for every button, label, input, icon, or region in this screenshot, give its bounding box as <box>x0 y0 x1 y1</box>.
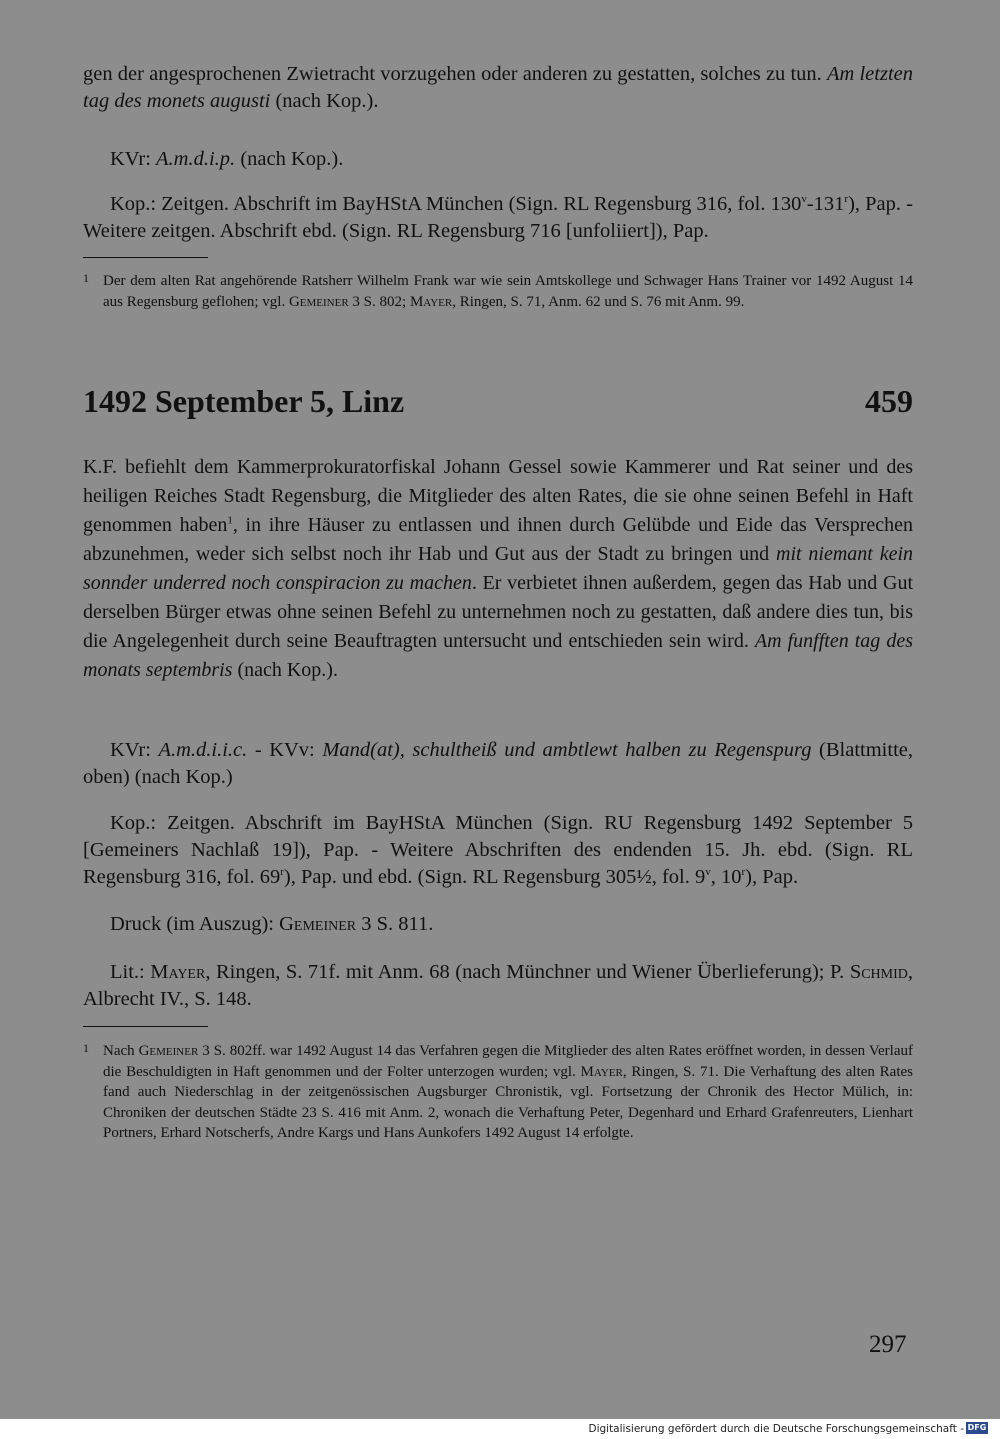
lit-note <box>83 959 913 1013</box>
text-run: , Ringen, S. 71f. mit Anm. 68 (nach Münchner und Wiener Überlieferung); P. <box>205 961 850 983</box>
author-name: Schmid <box>849 961 908 983</box>
dfg-logo-icon: DFG <box>967 1423 987 1432</box>
italic-quote: A.m.d.i.p. <box>156 148 236 170</box>
text-run: Druck (im Auszug): <box>110 913 280 935</box>
text-run: K.F. befiehlt dem Kammerprokuratorfiskal Johann Gessel sowie Kammerer und Rat seiner und des heiligen Reiches Stadt Regensburg, die Mitglieder des alten Rates, die sie ohne seinen Befehl in Haft genommen haben <box>83 456 913 536</box>
text-run: (nach Kop.). <box>270 90 379 112</box>
footnote-text <box>83 1041 913 1144</box>
author-name: Gemeiner <box>288 293 349 310</box>
superscript: r <box>741 866 746 879</box>
text-run: , 10 <box>710 866 742 888</box>
superscript: v <box>705 866 711 879</box>
italic-quote: Am letzten tag des monets augusti <box>83 63 913 112</box>
text-run: (nach Kop.). <box>232 659 338 681</box>
text-run: Nach <box>103 1043 139 1059</box>
italic-quote: mit niemant kein sonnder underred noch conspiracion zu machen <box>83 543 913 594</box>
text-run: (Blattmitte, oben) (nach Kop.) <box>83 739 913 788</box>
footnote-separator <box>83 1026 208 1027</box>
superscript: r <box>280 866 284 879</box>
footnote-text <box>83 271 913 312</box>
entry-summary <box>83 453 913 685</box>
text-run: Kop.: Zeitgen. Abschrift im BayHStA München (Sign. RU Regensburg 1492 September 5 [Gemeiners Nachlaß 19]), Pap. - Weitere Abschriften des endenden 15. Jh. ebd. (Sign. RL Regensburg 316, fol. 69 <box>83 812 913 888</box>
druck-note <box>83 911 913 938</box>
entry-number: 459 <box>865 383 913 419</box>
footnote <box>83 271 913 312</box>
author-name: Mayer <box>409 293 453 310</box>
author-name: Gemeiner <box>279 913 357 935</box>
text-run: , Ringen, S. 71, Anm. 62 und S. 76 mit Anm. 99. <box>452 293 745 310</box>
superscript: r <box>844 193 849 206</box>
footnote-separator <box>83 257 208 258</box>
footnote-mark: 1 <box>83 271 89 285</box>
text-run: KVr: <box>110 148 157 170</box>
kvr-note <box>83 146 913 173</box>
text-run: 3 S. 811. <box>356 913 434 935</box>
author-name: Gemeiner <box>138 1043 199 1059</box>
footnote-ref: 1 <box>227 514 233 527</box>
italic-quote: Mand(at), schultheiß und ambtlewt halben zu Regenspurg <box>322 739 812 761</box>
text-run: gen der angesprochenen Zwietracht vorzugehen oder anderen zu gestatten, solches zu tun. <box>83 63 827 85</box>
kop-note <box>83 810 913 891</box>
page-number: 297 <box>869 1331 907 1358</box>
text-run: Kop.: Zeitgen. Abschrift im BayHStA München (Sign. RL Regensburg 316, fol. 130 <box>110 193 802 215</box>
italic-quote: A.m.d.i.i.c. <box>158 739 248 761</box>
italic-quote: Am funfften tag des monats septembris <box>83 630 913 681</box>
author-name: Mayer <box>150 961 206 983</box>
text-run: ), Pap. - Weitere zeitgen. Abschrift ebd. (Sign. RL Regensburg 716 [unfoliiert]), Pap. <box>83 193 913 242</box>
continuation-paragraph <box>83 61 913 115</box>
entry-heading <box>83 383 913 423</box>
text-run: - KVv: <box>247 739 323 761</box>
text-run: Lit.: <box>110 961 151 983</box>
text-run: , Ringen, S. 71. Die Verhaftung des alten Rates fand auch Niederschlag in der zeitgenössischen Augsburger Chronistik, vgl. Fortsetzung der Chronik des Hector Mülich, in: Chroniken der deutschen Städte 23 S. 416 mit Anm. 2, wonach die Verhaftung Peter, Degenhard und Erhard Grafenreuters, Lienhart Portners, Erhard Notscherfs, Andre Kargs und Hans Aunkofers 1492 August 14 erfolgte. <box>103 1063 913 1141</box>
text-run: 3 S. 802; <box>348 293 410 310</box>
text-run: , in ihre Häuser zu entlassen und ihnen durch Gelübde und Eide das Versprechen abzunehmen, weder sich selbst noch ihr Hab und Gut aus der Stadt zu bringen und <box>83 514 913 565</box>
text-run: . Er verbietet ihnen außerdem, gegen das Hab und Gut derselben Bürger etwas ohne seinen Befehl zu unternehmen noch zu gestatten, daß andere dies tun, bis die Angelegenheit durch seine Beauftragten untersucht und entschieden sein wird. <box>83 572 913 652</box>
text-run: Der dem alten Rat angehörende Ratsherr Wilhelm Frank war wie sein Amtskollege und Schwager Hans Trainer vor 1492 August 14 aus Regensburg geflohen; vgl. <box>103 273 913 310</box>
superscript: v <box>801 193 807 206</box>
text-run: -131 <box>806 193 845 215</box>
funding-credit: Digitalisierung gefördert durch die Deutsche Forschungsgemeinschaft - <box>588 1423 964 1435</box>
text-run: (nach Kop.). <box>235 148 344 170</box>
text-run: , Albrecht IV., S. 148. <box>83 961 914 1010</box>
kop-note <box>83 191 913 245</box>
text-run: ), Pap. <box>745 866 799 888</box>
footnote <box>83 1041 913 1144</box>
text-run: 3 S. 802ff. war 1492 August 14 das Verfahren gegen die Mitglieder des alten Rates eröffnet worden, in dessen Verlauf die Beschuldigten in Haft genommen und der Folter unterzogen wurden; vgl. <box>103 1043 913 1080</box>
entry-title: 1492 September 5, Linz <box>83 383 405 419</box>
kvr-note <box>83 737 913 791</box>
author-name: Mayer <box>580 1063 623 1080</box>
footnote-mark: 1 <box>83 1041 89 1055</box>
text-run: KVr: <box>110 739 159 761</box>
text-run: ), Pap. und ebd. (Sign. RL Regensburg 305½, fol. 9 <box>283 866 706 888</box>
